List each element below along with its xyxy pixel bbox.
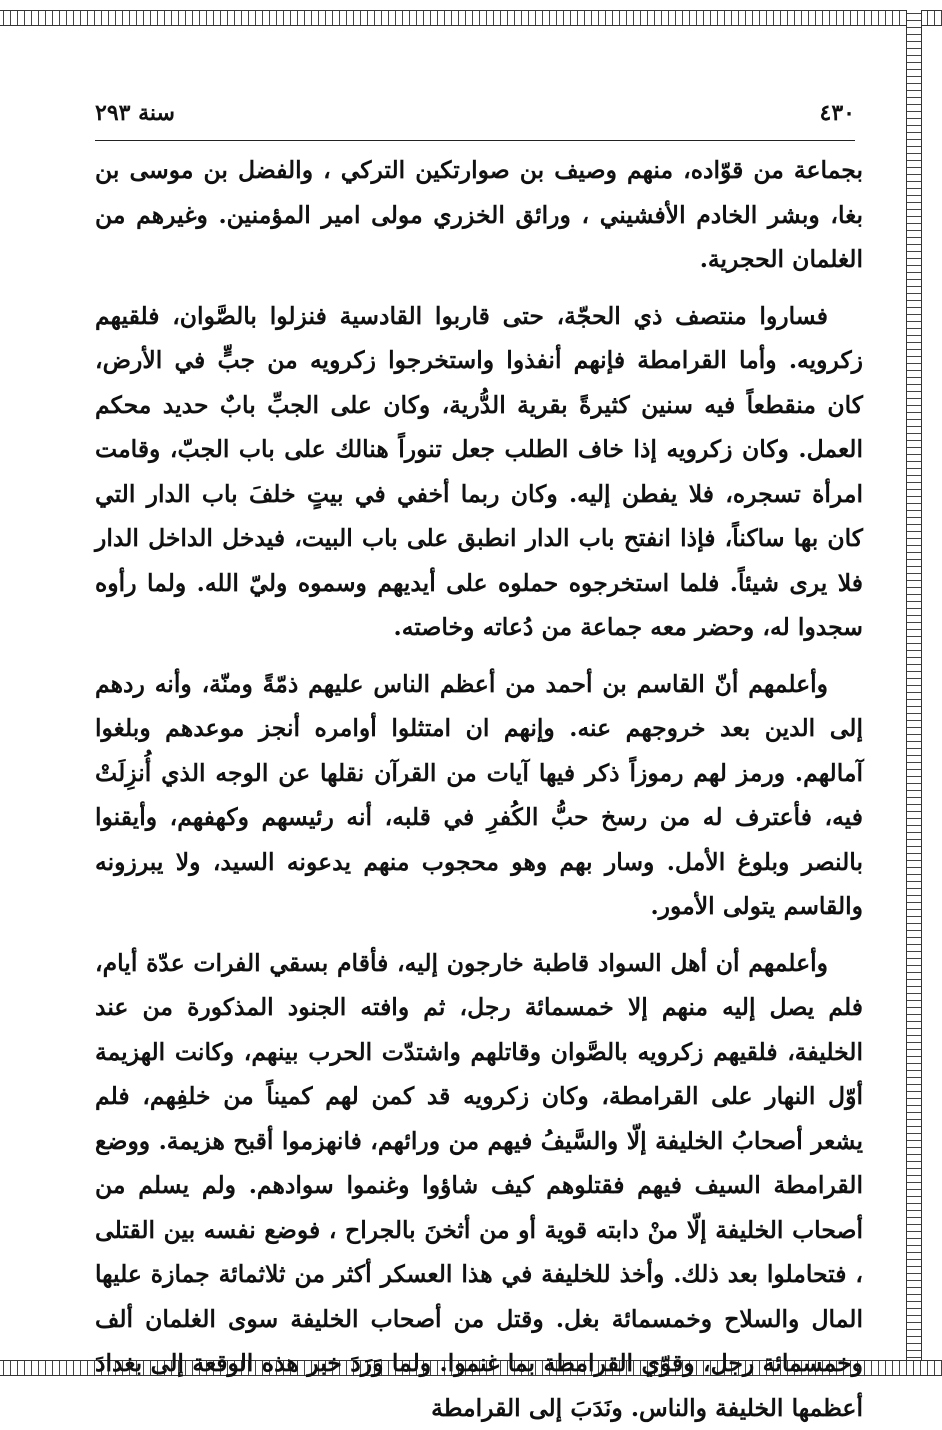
running-head: سنة ٢٩٣ xyxy=(95,100,175,126)
paragraph-1: بجماعة من قوّاده، منهم وصيف بن صوارتكين التركي ، والفضل بن موسى بن بغا، وبشر الخادم الأفشيني ، ورائق الخزري مولى امير المؤمنين. وغيرهم من الغلمان الحجرية. xyxy=(95,148,863,282)
right-ornamental-border xyxy=(906,10,922,1376)
page-header xyxy=(95,100,855,141)
paragraph-4: وأعلمهم أن أهل السواد قاطبة خارجون إليه، فأقام بسقي الفرات عدّة أيام، فلم يصل إليه منهم إلا خمسمائة رجل، ثم وافته الجنود المذكورة من عند الخليفة، فلقيهم زكرويه بالصَّوان وقاتلهم واشتدّت الحرب بينهم، وكانت الهزيمة أوّل النهار على القرامطة، وكان زكرويه قد كمن لهم كميناً من خلفِهم، فلم يشعر أصحابُ الخليفة إلّا والسَّيفُ فيهم من ورائهم، فانهزموا أقبح هزيمة. ووضع القرامطة السيف فيهم فقتلوهم كيف شاؤوا وغنموا سوادهم. ولم يسلم من أصحاب الخليفة إلّا منْ دابته قوية أو من أثخنَ بالجراح ، فوضع نفسه بين القتلى ، فتحاملوا بعد ذلك. وأخذ للخليفة في هذا العسكر أكثر من ثلاثمائة جمازة عليها المال والسلاح وخمسمائة بغل. وقتل من أصحاب الخليفة سوى الغلمان ألف وخمسمائة رجل، وقوّي القرامطة بما غنموا. ولما وَرَدَ خبر هذه الوقعة إلى بغدادَ أعظمها الخليفة والناس. ونَدَبَ إلى القرامطة xyxy=(95,941,863,1430)
page-number: ٤٣٠ xyxy=(820,100,855,126)
body-text xyxy=(95,148,863,1430)
paragraph-2: فساروا منتصف ذي الحجّة، حتى قاربوا القادسية فنزلوا بالصَّوان، فلقيهم زكرويه. وأما القرامطة فإنهم أنفذوا واستخرجوا زكرويه من جبٍّ في الأرض، كان منقطعاً فيه سنين كثيرةً بقرية الدُّرية، وكان على الجبِّ بابٌ حديد محكم العمل. وكان زكرويه إذا خاف الطلب جعل تنوراً هنالك على باب الجبّ، وقامت امرأة تسجره، فلا يفطن إليه. وكان ربما أخفي في بيتٍ خلفَ باب الدار التي كان بها ساكناً، فإذا انفتح باب الدار انطبق على باب البيت، فيدخل الداخل الدار فلا يرى شيئاً. فلما استخرجوه حملوه على أيديهم وسموه وليّ الله. ولما رأوه سجدوا له، وحضر معه جماعة من دُعاته وخاصته. xyxy=(95,294,863,650)
paragraph-3: وأعلمهم أنّ القاسم بن أحمد من أعظم الناس عليهم ذمّةً ومنّة، وأنه ردهم إلى الدين بعد خروجهم عنه. وإنهم ان امتثلوا أوامره أنجز موعدهم وبلغوا آمالهم. ورمز لهم رموزاً ذكر فيها آيات من القرآن نقلها عن الوجه الذي أُنزِلَتْ فيه، فأعترف له من رسخ حبُّ الكُفرِ في قلبه، أنه رئيسهم وكهفهم، وأيقنوا بالنصر وبلوغ الأمل. وسار بهم وهو محجوب منهم يدعونه السيد، ولا يبرزونه والقاسم يتولى الأمور. xyxy=(95,662,863,929)
top-ornamental-border xyxy=(0,10,942,26)
